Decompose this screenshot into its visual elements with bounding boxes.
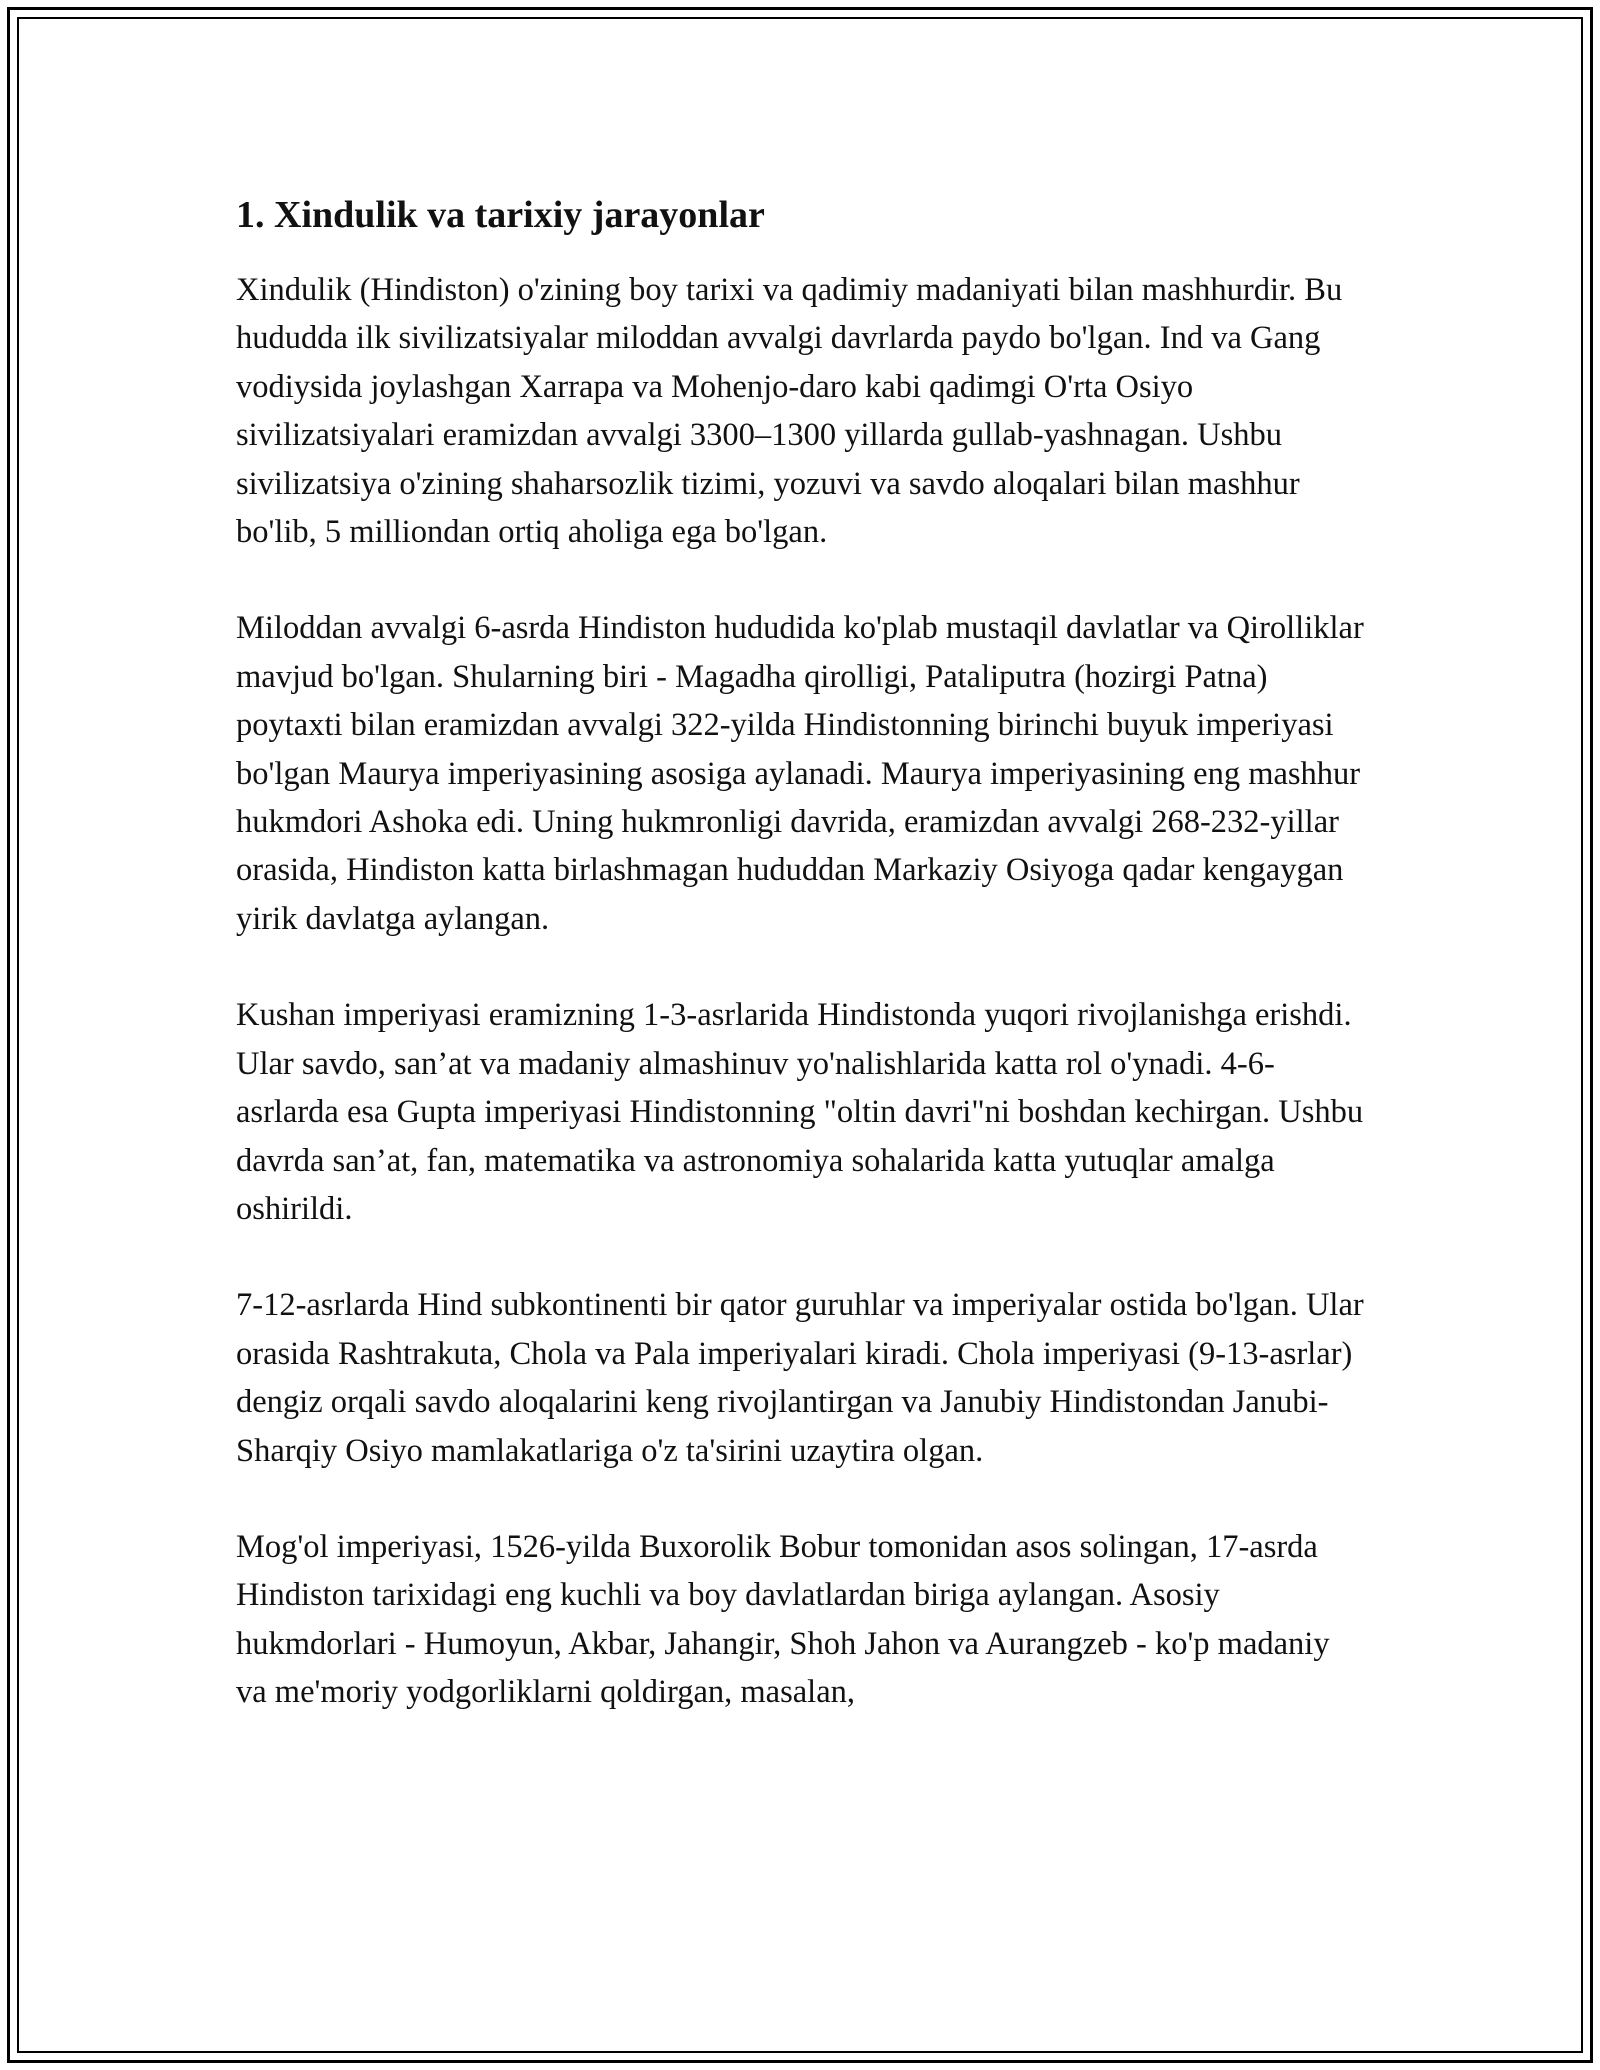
section-heading: 1. Xindulik va tarixiy jarayonlar bbox=[236, 194, 765, 236]
paragraph-3: Kushan imperiyasi eramizning 1-3-asrlarida Hindistonda yuqori rivojlanishga erishdi. Ular savdo, san’at va madaniy almashinuv yo'nalishlarida katta rol o'ynadi. 4-6-asrlarda esa Gupta imperiyasi Hindistonning "oltin davri"ni boshdan kechirgan. Ushbu davrda san’at, fan, matematika va astronomiya sohalarida katta yutuqlar amalga oshirildi. bbox=[236, 997, 1364, 1227]
paragraph-1: Xindulik (Hindiston) o'zining boy tarixi va qadimiy madaniyati bilan mashhurdir. Bu hududda ilk sivilizatsiyalar miloddan avvalgi davrlarda paydo bo'lgan. Ind va Gang vodiysida joylashgan Xarrapa va Mohenjo-daro kabi qadimgi O'rta Osiyo sivilizatsiyalari eramizdan avvalgi 3300–1300 yillarda gullab-yashnagan. Ushbu sivilizatsiya o'zining shaharsozlik tizimi, yozuvi va savdo aloqalari bilan mashhur bo'lib, 5 milliondan ortiq aholiga ega bo'lgan. bbox=[236, 272, 1343, 551]
paragraph-5: Mog'ol imperiyasi, 1526-yilda Buxorolik Bobur tomonidan asos solingan, 17-asrda Hindiston tarixidagi eng kuchli va boy davlatlardan biriga aylangan. Asosiy hukmdorlari - Humoyun, Akbar, Jahangir, Shoh Jahon va Aurangzeb - ko'p madaniy va me'moriy yodgorliklarni qoldirgan, masalan, bbox=[236, 1528, 1330, 1711]
document-body bbox=[236, 186, 1366, 1765]
paragraph-2: Miloddan avvalgi 6-asrda Hindiston hududida ko'plab mustaqil davlatlar va Qirolliklar mavjud bo'lgan. Shularning biri - Magadha qirolligi, Pataliputra (hozirgi Patna) poytaxti bilan eramizdan avvalgi 322-yilda Hindistonning birinchi buyuk imperiyasi bo'lgan Maurya imperiyasining asosiga aylanadi. Maurya imperiyasining eng mashhur hukmdori Ashoka edi. Uning hukmronligi davrida, eramizdan avvalgi 268-232-yillar orasida, Hindiston katta birlashmagan hududdan Markaziy Osiyoga qadar kengaygan yirik davlatga aylangan. bbox=[236, 610, 1364, 937]
paragraph-4: 7-12-asrlarda Hind subkontinenti bir qator guruhlar va imperiyalar ostida bo'lgan. Ular orasida Rashtrakuta, Chola va Pala imperiyalari kiradi. Chola imperiyasi (9-13-asrlar) dengiz orqali savdo aloqalarini keng rivojlantirgan va Janubiy Hindistondan Janubi-Sharqiy Osiyo mamlakatlariga o'z ta'sirini uzaytira olgan. bbox=[236, 1287, 1364, 1469]
